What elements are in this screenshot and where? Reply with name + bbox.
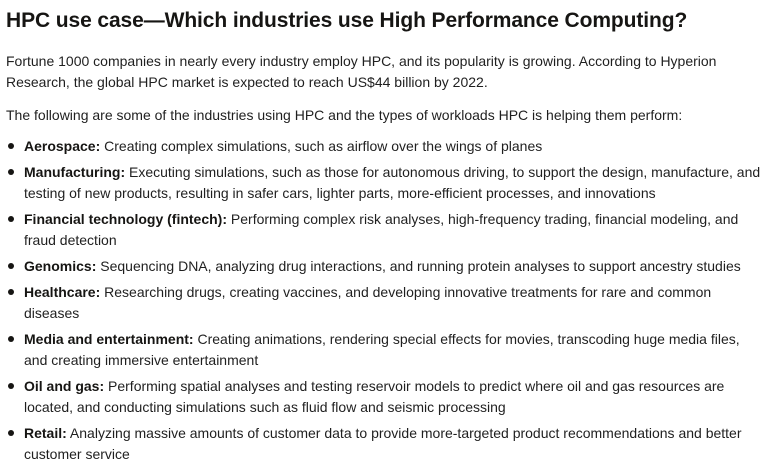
bullet-icon (8, 169, 14, 175)
industry-term: Healthcare: (24, 284, 101, 300)
bullet-icon (8, 263, 14, 269)
list-item (6, 376, 763, 418)
bullet-icon (8, 336, 14, 342)
list-item (6, 282, 763, 324)
bullet-icon (8, 216, 14, 222)
bullet-icon (8, 430, 14, 436)
industry-description: Creating complex simulations, such as airflow over the wings of planes (104, 138, 543, 154)
industry-term: Aerospace: (24, 138, 101, 154)
industry-description: Creating animations, rendering special effects for movies, transcoding huge media files, and creating immersive entertainment (24, 331, 740, 368)
industry-description: Executing simulations, such as those for autonomous driving, to support the design, manufacture, and testing of new products, resulting in safer cars, lighter parts, more-efficient processes, and innovations (24, 164, 761, 201)
industry-list (6, 136, 763, 465)
industry-term: Financial technology (fintech): (24, 211, 228, 227)
industry-description: Researching drugs, creating vaccines, and developing innovative treatments for rare and common diseases (24, 284, 712, 321)
bullet-icon (8, 383, 14, 389)
industry-description: Performing spatial analyses and testing reservoir models to predict where oil and gas resources are located, and conducting simulations such as fluid flow and seismic processing (24, 378, 725, 415)
bullet-icon (8, 143, 14, 149)
bullet-icon (8, 289, 14, 295)
list-item (6, 209, 763, 251)
list-item (6, 423, 763, 465)
intro-paragraph: Fortune 1000 companies in nearly every industry employ HPC, and its popularity is growing. According to Hyperion Research, the global HPC market is expected to reach US$44 billion by 2022. (6, 53, 717, 90)
industry-term: Media and entertainment: (24, 331, 194, 347)
list-item (6, 329, 763, 371)
industry-term: Genomics: (24, 258, 97, 274)
industry-term: Manufacturing: (24, 164, 126, 180)
lead-paragraph: The following are some of the industries using HPC and the types of workloads HPC is helping them perform: (6, 107, 683, 123)
list-item (6, 162, 763, 204)
industry-description: Sequencing DNA, analyzing drug interactions, and running protein analyses to support ancestry studies (100, 258, 741, 274)
industry-term: Retail: (24, 425, 67, 441)
section-heading: HPC use case—Which industries use High Performance Computing? (6, 9, 688, 32)
industry-description: Performing complex risk analyses, high-frequency trading, financial modeling, and fraud detection (24, 211, 739, 248)
list-item (6, 256, 763, 277)
industry-description: Analyzing massive amounts of customer data to provide more-targeted product recommendations and better customer service (24, 425, 742, 462)
list-item (6, 136, 763, 157)
industry-term: Oil and gas: (24, 378, 105, 394)
